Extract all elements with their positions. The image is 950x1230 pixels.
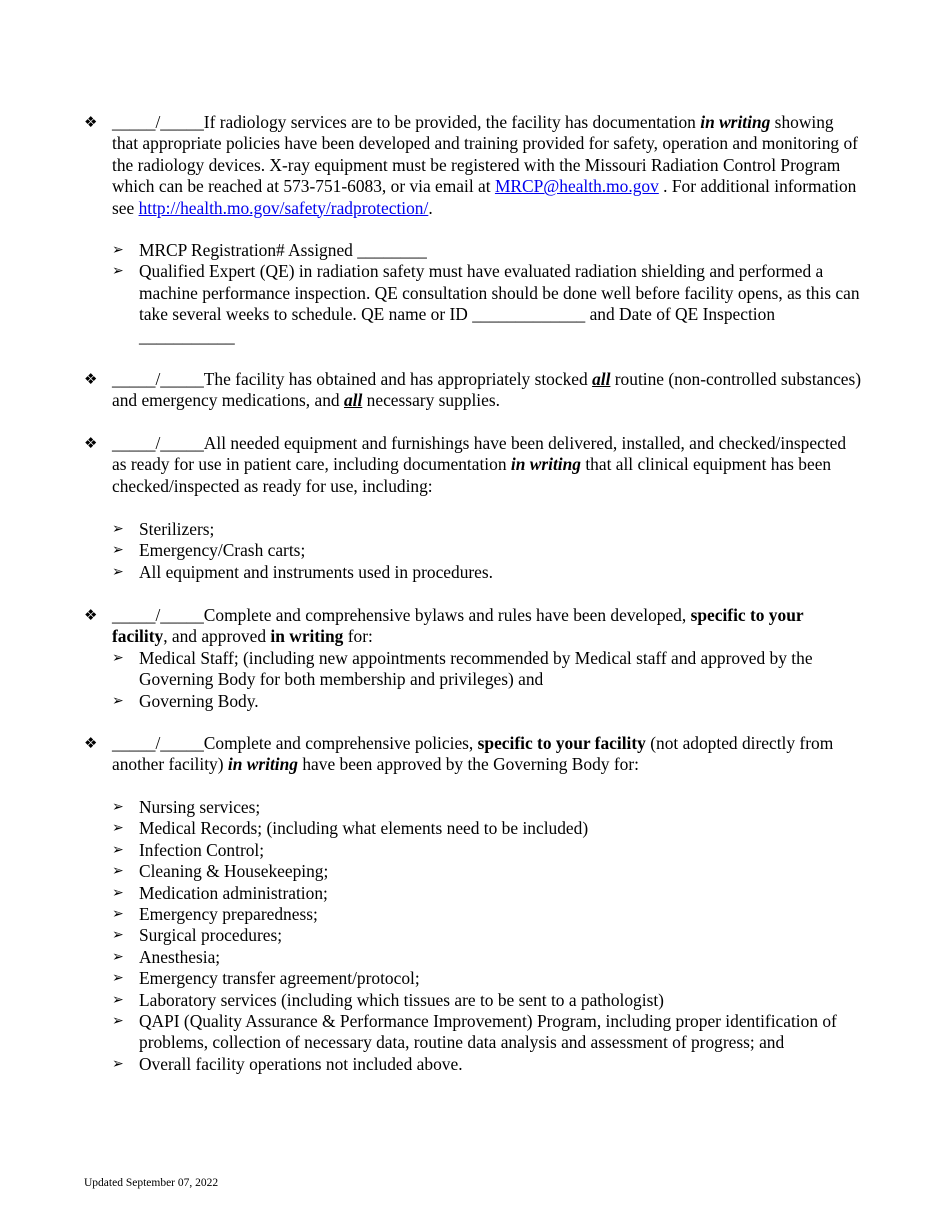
text-run: (not adopted directly from another facility): [112, 733, 834, 775]
list-item-text: Medical Records; (including what elements need to be included): [139, 818, 589, 839]
list-item: [112, 883, 864, 904]
text-run: . For additional information see: [112, 176, 857, 218]
medications-text: [112, 369, 862, 412]
list-item-text: Surgical procedures;: [139, 925, 283, 946]
arrow-bullet-icon: ➢: [112, 542, 124, 559]
arrow-bullet-icon: ➢: [112, 1013, 124, 1030]
list-item: [112, 797, 864, 818]
list-item: [112, 840, 864, 861]
bylaws-sublist: [112, 648, 864, 712]
arrow-bullet-icon: ➢: [112, 820, 124, 837]
list-item-text: Emergency/Crash carts;: [139, 540, 306, 561]
list-item: [112, 648, 864, 691]
list-item-text: Laboratory services (including which tissues are to be sent to a pathologist): [139, 989, 664, 1010]
emphasis-all: all: [592, 369, 611, 389]
text-run: for:: [343, 626, 373, 647]
signoff-blank[interactable]: _____/_____: [112, 605, 204, 625]
text-run: All needed equipment and furnishings have been delivered, installed, and checked/inspected as ready for use in patient care, including documentation: [112, 433, 847, 475]
arrow-bullet-icon: ➢: [112, 263, 124, 280]
arrow-bullet-icon: ➢: [112, 927, 124, 944]
emphasis-specific: specific to your facility: [477, 733, 646, 753]
policies-sublist: [112, 797, 864, 1075]
emphasis-all: all: [343, 390, 363, 411]
text-run: have been approved by the Governing Body for:: [297, 754, 639, 775]
emphasis-in-writing: in writing: [510, 454, 581, 475]
arrow-bullet-icon: ➢: [112, 991, 124, 1008]
arrow-bullet-icon: ➢: [112, 521, 124, 537]
equipment-sublist: [112, 519, 864, 583]
arrow-bullet-icon: ➢: [112, 970, 124, 987]
diamond-bullet-icon: ❖: [84, 370, 98, 388]
list-item: [112, 691, 864, 712]
list-item: [112, 947, 864, 968]
diamond-bullet-icon: ❖: [84, 606, 98, 624]
list-item-text: Medical Staff; (including new appointments recommended by Medical staff and approved by the Governing Body for both membership and privileges) and: [139, 648, 813, 690]
text-run: routine (non-controlled substances) and emergency medications, and: [112, 369, 862, 411]
list-item-text: Emergency transfer agreement/protocol;: [139, 968, 420, 989]
text-run: Complete and comprehensive bylaws and rules have been developed,: [203, 605, 691, 625]
text-run: necessary supplies.: [362, 390, 500, 411]
list-item-text: All equipment and instruments used in procedures.: [139, 561, 494, 582]
list-item-text: Overall facility operations not included above.: [139, 1053, 463, 1074]
list-item-text: MRCP Registration# Assigned ________: [139, 240, 427, 260]
arrow-bullet-icon: ➢: [112, 863, 124, 880]
arrow-bullet-icon: ➢: [112, 884, 124, 901]
list-item: [112, 240, 864, 261]
list-item: [112, 261, 864, 347]
list-item-text: Medication administration;: [139, 882, 328, 903]
list-item: [112, 1011, 864, 1054]
arrow-bullet-icon: ➢: [112, 799, 124, 815]
list-item: [112, 519, 864, 540]
arrow-bullet-icon: ➢: [112, 242, 124, 258]
signoff-blank[interactable]: _____/_____: [112, 112, 204, 132]
bylaws-text: [112, 605, 862, 648]
list-item: [112, 1054, 864, 1075]
text-run: If radiology services are to be provided, the facility has documentation: [203, 112, 701, 132]
text-run: The facility has obtained and has appropriately stocked: [203, 369, 593, 389]
list-item-text: Anesthesia;: [139, 946, 221, 967]
list-item-text: QAPI (Quality Assurance & Performance Improvement) Program, including proper identification of problems, collection of necessary data, routine data analysis and assessment of progress; and: [139, 1011, 837, 1053]
emphasis-in-writing: in writing: [227, 754, 298, 775]
arrow-bullet-icon: ➢: [112, 841, 124, 858]
list-item-text: Governing Body.: [139, 690, 259, 711]
list-item: [112, 540, 864, 561]
arrow-bullet-icon: ➢: [112, 563, 124, 580]
email-link[interactable]: MRCP@health.mo.gov: [494, 176, 659, 197]
footer-updated-date: Updated September 07, 2022: [84, 1177, 219, 1189]
emphasis-specific: specific to your facility: [112, 605, 804, 647]
diamond-bullet-icon: ❖: [84, 434, 98, 452]
list-item-text: Emergency preparedness;: [139, 904, 318, 925]
text-run: Complete and comprehensive policies,: [203, 733, 478, 753]
list-item: [112, 990, 864, 1011]
text-run: that all clinical equipment has been checked/inspected as ready for use, including:: [112, 454, 832, 496]
list-item: [112, 562, 864, 583]
list-item: [112, 968, 864, 989]
emphasis-in-writing: in writing: [700, 112, 771, 132]
list-item-text: Qualified Expert (QE) in radiation safety must have evaluated radiation shielding and performed a machine performance inspection. QE consultation should be done well before facility opens, as this can take several weeks to schedule. QE name or ID _____________ and Date of QE Inspection ___________: [139, 261, 860, 346]
signoff-blank[interactable]: _____/_____: [112, 733, 204, 753]
text-run: , and approved: [163, 626, 271, 647]
diamond-bullet-icon: ❖: [84, 734, 98, 752]
policies-text: [112, 733, 862, 776]
list-item: [112, 818, 864, 839]
text-run: .: [428, 197, 433, 218]
signoff-blank[interactable]: _____/_____: [112, 369, 204, 389]
radprotection-link[interactable]: http://health.mo.gov/safety/radprotection/: [138, 197, 429, 218]
list-item-text: Sterilizers;: [139, 519, 215, 539]
arrow-bullet-icon: ➢: [112, 906, 124, 923]
arrow-bullet-icon: ➢: [112, 650, 124, 666]
arrow-bullet-icon: ➢: [112, 692, 124, 709]
list-item-text: Cleaning & Housekeeping;: [139, 861, 329, 882]
radiology-text: [112, 112, 862, 219]
arrow-bullet-icon: ➢: [112, 948, 124, 965]
arrow-bullet-icon: ➢: [112, 1055, 124, 1072]
emphasis-in-writing: in writing: [270, 626, 344, 647]
list-item: [112, 925, 864, 946]
list-item-text: Nursing services;: [139, 797, 261, 817]
list-item: [112, 861, 864, 882]
signoff-blank[interactable]: _____/_____: [112, 433, 204, 453]
list-item: [112, 904, 864, 925]
equipment-text: [112, 433, 862, 497]
diamond-bullet-icon: ❖: [84, 113, 98, 131]
text-run: showing that appropriate policies have been developed and training provided for safety, operation and monitoring of the radiology devices. X-ray equipment must be registered with the Missouri Radiation Control Program which can be reached at 573-751-6083, or via email at: [112, 112, 858, 197]
radiology-sublist: [112, 240, 864, 347]
list-item-text: Infection Control;: [139, 839, 265, 860]
